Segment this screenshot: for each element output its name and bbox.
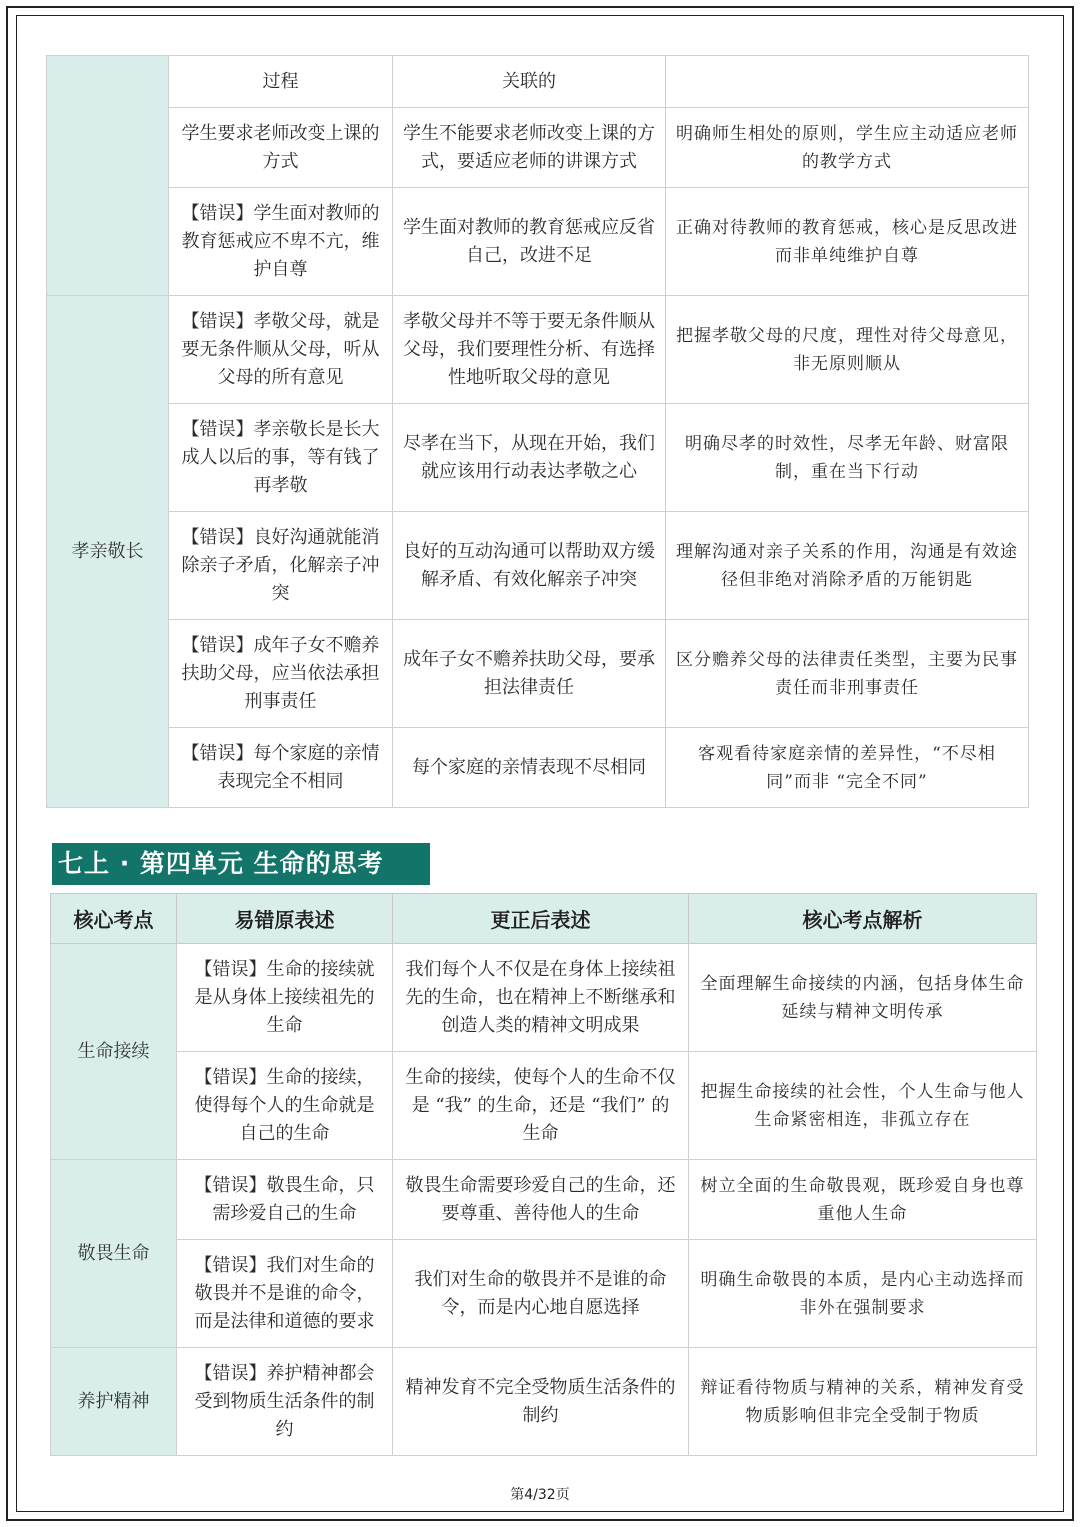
correct-statement: 精神发育不完全受物质生活条件的制约 <box>393 1348 689 1456</box>
category-cell-blank <box>47 56 169 296</box>
page-number: 第4/32页 <box>510 1487 570 1503</box>
analysis-cell: 把握生命接续的社会性，个人生命与他人生命紧密相连，非孤立存在 <box>689 1052 1037 1160</box>
wrong-statement: 【错误】良好沟通就能消除亲子矛盾，化解亲子冲突 <box>169 512 393 620</box>
table-life-thinking <box>50 893 1037 1456</box>
table-row <box>51 944 1037 1052</box>
table-row <box>51 1240 1037 1348</box>
wrong-statement: 【错误】学生面对教师的教育惩戒应不卑不亢，维护自尊 <box>169 188 393 296</box>
table-header-row <box>47 56 1029 108</box>
table-row <box>47 108 1029 188</box>
table-row <box>51 1160 1037 1240</box>
header-core-point: 核心考点 <box>51 894 177 944</box>
analysis-cell: 明确尽孝的时效性，尽孝无年龄、财富限制，重在当下行动 <box>666 404 1029 512</box>
table-filial-piety <box>46 55 1029 808</box>
table-row <box>47 728 1029 808</box>
analysis-cell: 区分赡养父母的法律责任类型，主要为民事责任而非刑事责任 <box>666 620 1029 728</box>
header-analysis: 核心考点解析 <box>689 894 1037 944</box>
correct-statement: 我们对生命的敬畏并不是谁的命令，而是内心地自愿选择 <box>393 1240 689 1348</box>
correct-statement: 学生面对教师的教育惩戒应反省自己，改进不足 <box>393 188 666 296</box>
wrong-statement: 【错误】每个家庭的亲情表现完全不相同 <box>169 728 393 808</box>
header-cell-empty <box>666 56 1029 108</box>
analysis-cell: 全面理解生命接续的内涵，包括身体生命延续与精神文明传承 <box>689 944 1037 1052</box>
section-title: 七上 · 第四单元 生命的思考 <box>52 843 430 885</box>
table-row <box>47 620 1029 728</box>
table-row <box>51 1348 1037 1456</box>
correct-statement: 敬畏生命需要珍爱自己的生命，还要尊重、善待他人的生命 <box>393 1160 689 1240</box>
correct-statement: 成年子女不赡养扶助父母，要承担法律责任 <box>393 620 666 728</box>
wrong-statement: 【错误】孝亲敬长是长大成人以后的事，等有钱了再孝敬 <box>169 404 393 512</box>
category-cell: 生命接续 <box>51 944 177 1160</box>
category-cell: 养护精神 <box>51 1348 177 1456</box>
analysis-cell: 明确师生相处的原则，学生应主动适应老师的教学方式 <box>666 108 1029 188</box>
wrong-statement: 【错误】敬畏生命，只需珍爱自己的生命 <box>177 1160 393 1240</box>
analysis-cell: 正确对待教师的教育惩戒，核心是反思改进而非单纯维护自尊 <box>666 188 1029 296</box>
analysis-cell: 客观看待家庭亲情的差异性，“不尽相同”而非 “完全不同” <box>666 728 1029 808</box>
correct-statement: 尽孝在当下，从现在开始，我们就应该用行动表达孝敬之心 <box>393 404 666 512</box>
wrong-statement: 【错误】生命的接续，使得每个人的生命就是自己的生命 <box>177 1052 393 1160</box>
analysis-cell: 辩证看待物质与精神的关系，精神发育受物质影响但非完全受制于物质 <box>689 1348 1037 1456</box>
wrong-statement: 【错误】孝敬父母，就是要无条件顺从父母，听从父母的所有意见 <box>169 296 393 404</box>
category-cell: 孝亲敬长 <box>47 296 169 808</box>
wrong-statement: 学生要求老师改变上课的方式 <box>169 108 393 188</box>
correct-statement: 每个家庭的亲情表现不尽相同 <box>393 728 666 808</box>
wrong-statement: 【错误】我们对生命的敬畏并不是谁的命令，而是法律和道德的要求 <box>177 1240 393 1348</box>
analysis-cell: 把握孝敬父母的尺度，理性对待父母意见，非无原则顺从 <box>666 296 1029 404</box>
analysis-cell: 理解沟通对亲子关系的作用，沟通是有效途径但非绝对消除矛盾的万能钥匙 <box>666 512 1029 620</box>
correct-statement: 良好的互动沟通可以帮助双方缓解矛盾、有效化解亲子冲突 <box>393 512 666 620</box>
category-cell: 敬畏生命 <box>51 1160 177 1348</box>
header-cell: 过程 <box>169 56 393 108</box>
table-row <box>47 296 1029 404</box>
correct-statement: 我们每个人不仅是在身体上接续祖先的生命，也在精神上不断继承和创造人类的精神文明成果 <box>393 944 689 1052</box>
table-header-row <box>51 894 1037 944</box>
table-row <box>51 1052 1037 1160</box>
table-row <box>47 188 1029 296</box>
header-corrected-statement: 更正后表述 <box>393 894 689 944</box>
wrong-statement: 【错误】生命的接续就是从身体上接续祖先的生命 <box>177 944 393 1052</box>
analysis-cell: 明确生命敬畏的本质，是内心主动选择而非外在强制要求 <box>689 1240 1037 1348</box>
table-row <box>47 512 1029 620</box>
wrong-statement: 【错误】养护精神都会受到物质生活条件的制约 <box>177 1348 393 1456</box>
correct-statement: 学生不能要求老师改变上课的方式，要适应老师的讲课方式 <box>393 108 666 188</box>
analysis-cell: 树立全面的生命敬畏观，既珍爱自身也尊重他人生命 <box>689 1160 1037 1240</box>
correct-statement: 生命的接续，使每个人的生命不仅是 “我” 的生命，还是 “我们” 的生命 <box>393 1052 689 1160</box>
correct-statement: 孝敬父母并不等于要无条件顺从父母，我们要理性分析、有选择性地听取父母的意见 <box>393 296 666 404</box>
header-cell: 关联的 <box>393 56 666 108</box>
header-original-statement: 易错原表述 <box>177 894 393 944</box>
table-row <box>47 404 1029 512</box>
wrong-statement: 【错误】成年子女不赡养扶助父母，应当依法承担刑事责任 <box>169 620 393 728</box>
